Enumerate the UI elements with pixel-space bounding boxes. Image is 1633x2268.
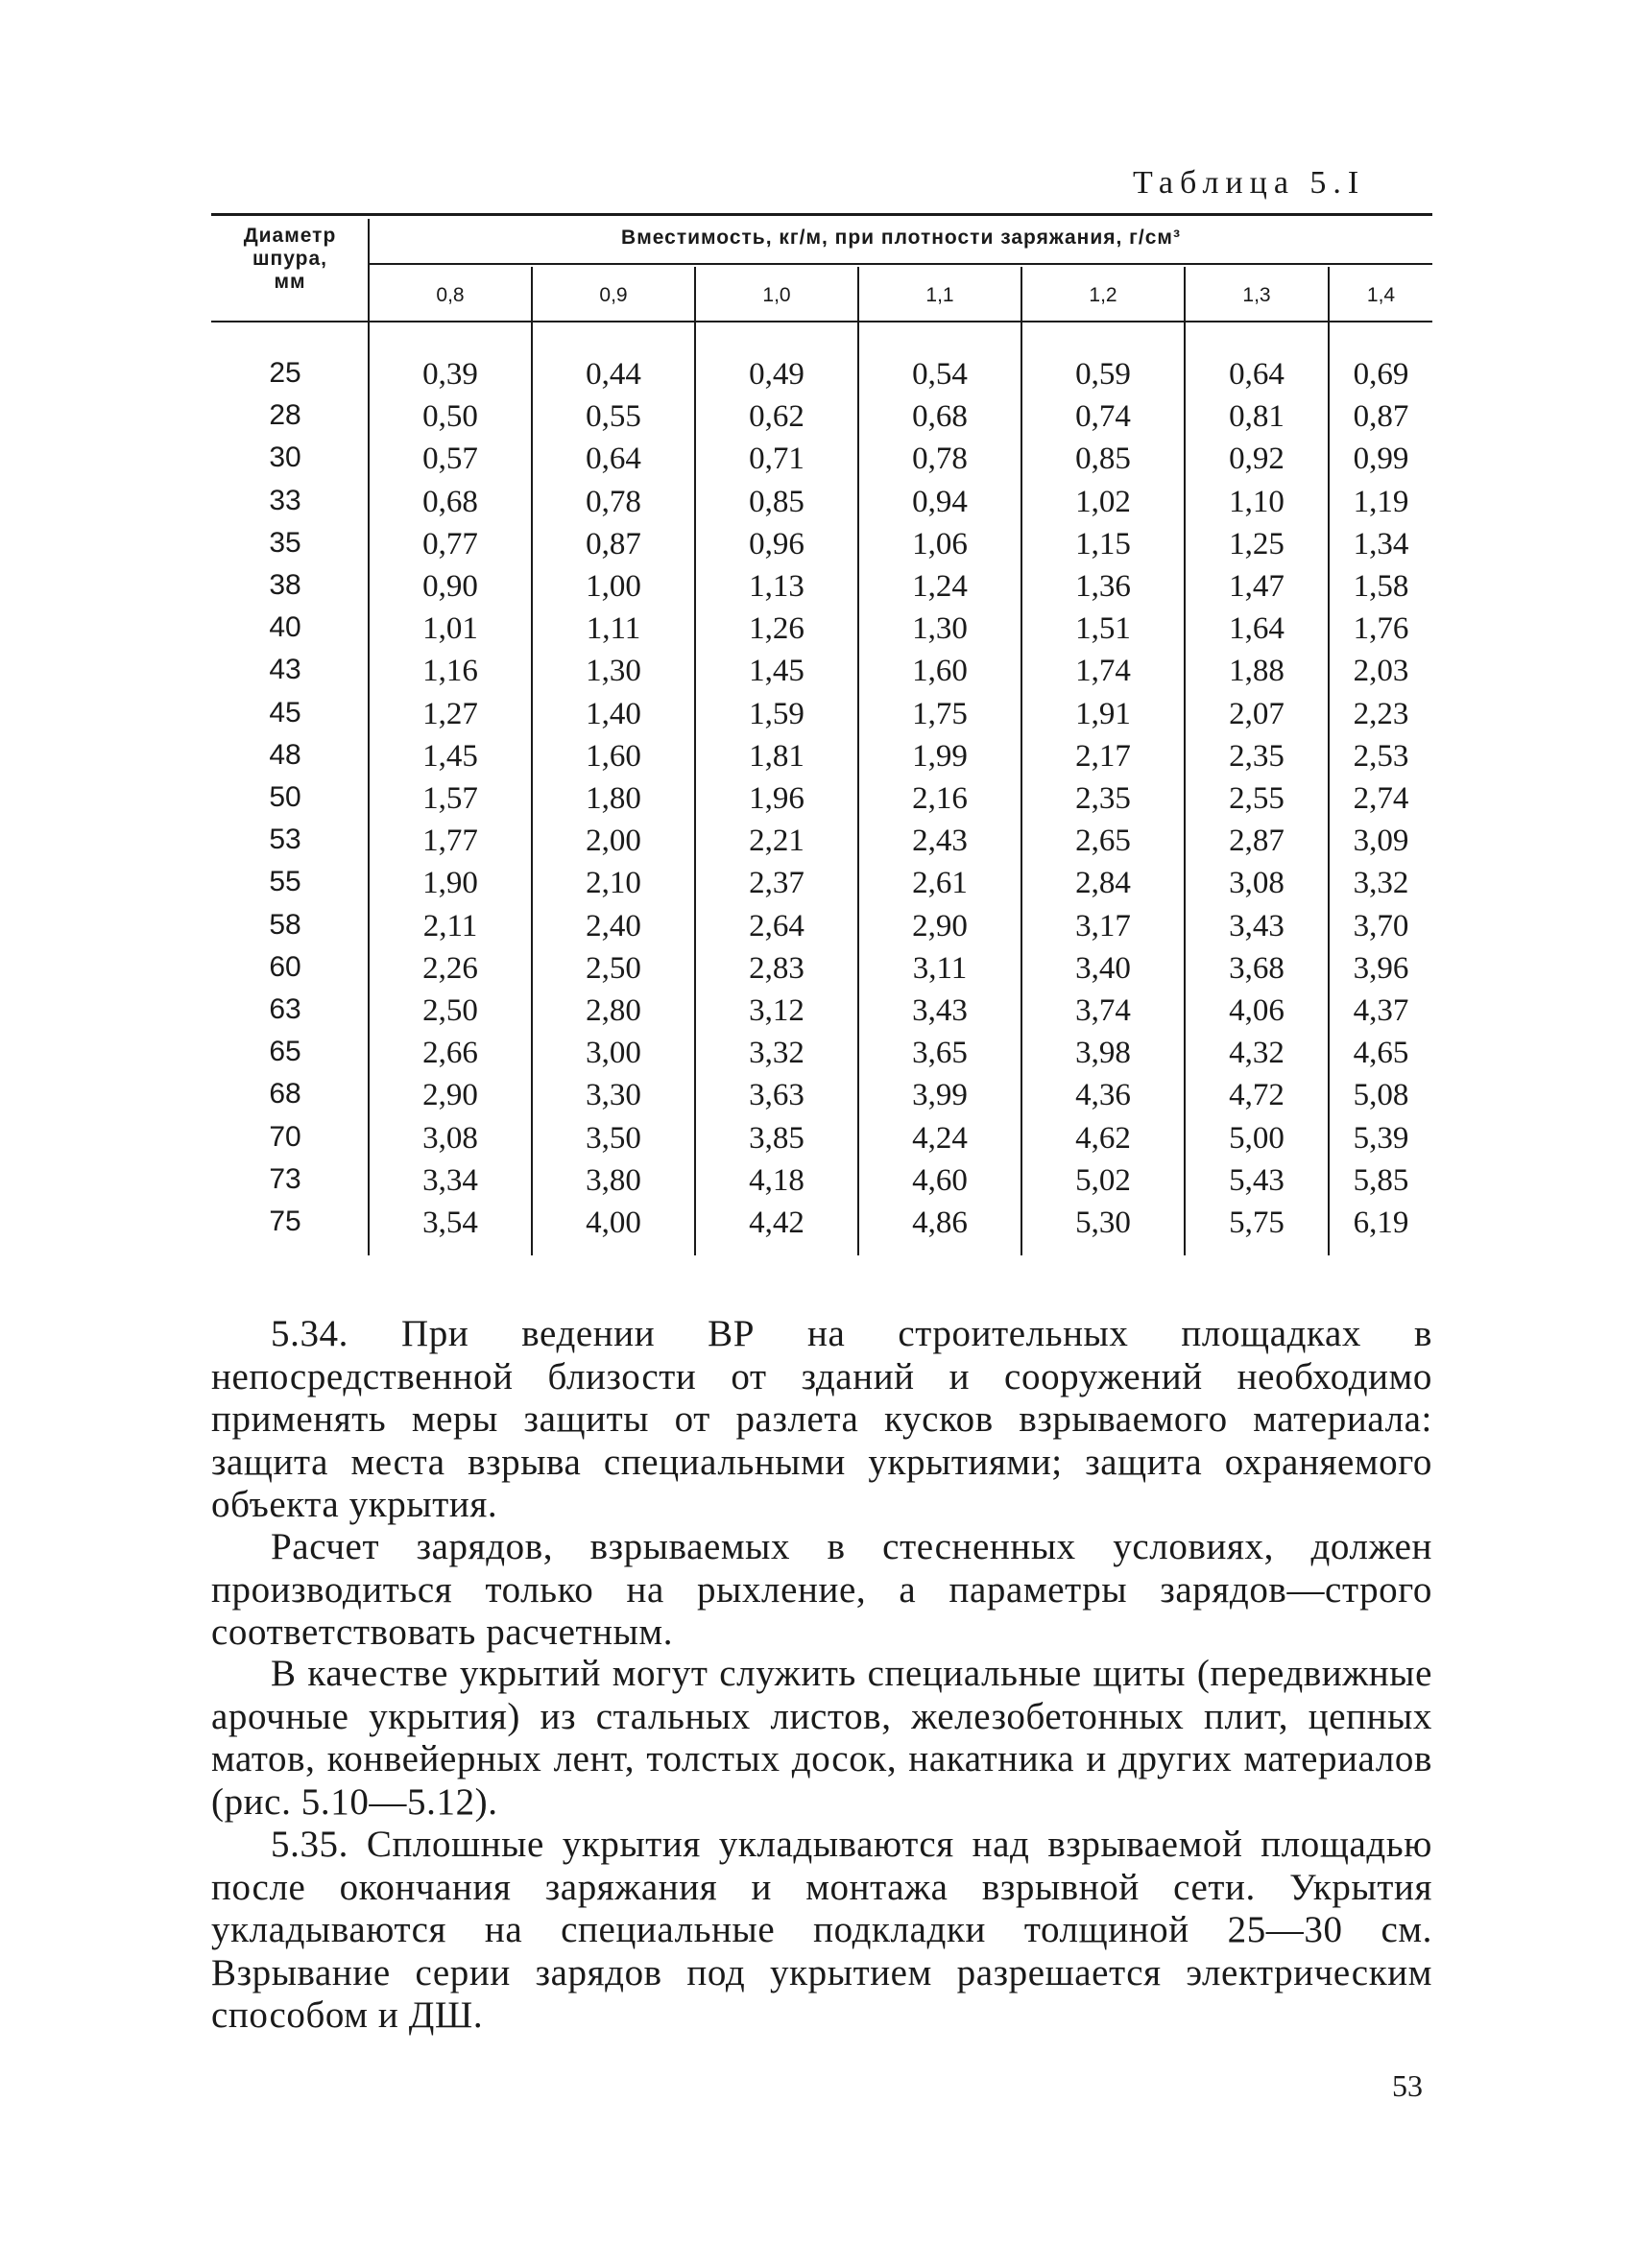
capacity-cell: 1,00 <box>586 569 641 604</box>
density-header: 1,3 <box>1242 284 1271 306</box>
capacity-cell: 2,00 <box>586 824 641 859</box>
capacity-cell: 1,15 <box>1075 526 1131 561</box>
capacity-cell: 5,02 <box>1075 1162 1131 1198</box>
capacity-cell: 0,96 <box>749 526 804 561</box>
capacity-cell: 5,39 <box>1353 1120 1409 1156</box>
capacity-cell: 0,68 <box>912 399 968 435</box>
table-top-rule <box>211 213 1432 216</box>
capacity-cell: 4,42 <box>749 1206 804 1240</box>
diameter-cell: 35 <box>269 526 301 559</box>
capacity-cell: 6,19 <box>1353 1206 1409 1240</box>
capacity-cell: 0,57 <box>422 442 478 477</box>
capacity-cell: 5,75 <box>1229 1206 1285 1240</box>
capacity-cell: 3,96 <box>1353 950 1409 986</box>
diameter-cell: 55 <box>269 866 301 898</box>
capacity-cell: 1,90 <box>422 866 478 901</box>
density-header: 0,8 <box>436 284 465 306</box>
diameter-cell: 70 <box>269 1120 301 1153</box>
capacity-cell: 2,53 <box>1353 738 1409 774</box>
capacity-cell: 0,49 <box>749 357 804 392</box>
capacity-cell: 0,99 <box>1353 442 1409 477</box>
capacity-cell: 2,23 <box>1353 696 1409 731</box>
capacity-cell: 4,60 <box>912 1162 968 1198</box>
capacity-cell: 2,40 <box>586 908 641 943</box>
capacity-cell: 2,35 <box>1075 781 1131 816</box>
capacity-cell: 2,55 <box>1229 781 1285 816</box>
capacity-cell: 2,65 <box>1075 824 1131 859</box>
capacity-cell: 1,47 <box>1229 569 1285 604</box>
capacity-cell: 2,83 <box>749 950 804 986</box>
diameter-header-line: Диаметр <box>243 225 337 247</box>
capacity-cell: 2,90 <box>422 1078 478 1113</box>
diameter-cell: 68 <box>269 1078 301 1110</box>
capacity-cell: 3,70 <box>1353 908 1409 943</box>
capacity-cell: 0,90 <box>422 569 478 604</box>
capacity-cell: 2,87 <box>1229 824 1285 859</box>
capacity-cell: 0,50 <box>422 399 478 435</box>
capacity-cell: 3,11 <box>912 950 968 986</box>
capacity-cell: 5,00 <box>1229 1120 1285 1156</box>
capacity-cell: 1,81 <box>749 738 804 774</box>
capacity-cell: 1,11 <box>586 611 641 647</box>
capacity-cell: 3,65 <box>912 1036 968 1071</box>
capacity-cell: 2,10 <box>586 866 641 901</box>
diameter-header-line: шпура, <box>252 248 327 270</box>
capacity-cell: 1,30 <box>586 654 641 689</box>
diameter-cell: 43 <box>269 654 301 686</box>
capacity-column-header: Вместимость, кг/м, при плотности заряжания, г/см³ <box>621 227 1181 249</box>
capacity-cell: 0,81 <box>1229 399 1285 435</box>
capacity-cell: 4,65 <box>1353 1036 1409 1071</box>
capacity-cell: 0,74 <box>1075 399 1131 435</box>
capacity-cell: 1,01 <box>422 611 478 647</box>
capacity-cell: 1,36 <box>1075 569 1131 604</box>
capacity-cell: 4,86 <box>912 1206 968 1240</box>
capacity-cell: 1,16 <box>422 654 478 689</box>
capacity-cell: 0,54 <box>912 357 968 392</box>
capacity-cell: 1,88 <box>1229 654 1285 689</box>
table-header-rule <box>211 321 1432 322</box>
capacity-cell: 0,39 <box>422 357 478 392</box>
capacity-cell: 2,66 <box>422 1036 478 1071</box>
density-header: 1,1 <box>925 284 954 306</box>
capacity-cell: 0,87 <box>586 526 641 561</box>
capacity-cell: 1,10 <box>1229 484 1285 519</box>
capacity-cell: 2,90 <box>912 908 968 943</box>
capacity-cell: 3,43 <box>1229 908 1285 943</box>
capacity-cell: 4,06 <box>1229 993 1285 1028</box>
diameter-cell: 50 <box>269 781 301 813</box>
capacity-cell: 3,74 <box>1075 993 1131 1028</box>
diameter-cell: 65 <box>269 1036 301 1068</box>
capacity-cell: 1,26 <box>749 611 804 647</box>
capacity-cell: 5,43 <box>1229 1162 1285 1198</box>
capacity-cell: 3,40 <box>1075 950 1131 986</box>
capacity-cell: 1,51 <box>1075 611 1131 647</box>
capacity-cell: 3,63 <box>749 1078 804 1113</box>
capacity-cell: 3,98 <box>1075 1036 1131 1071</box>
diameter-header-line: мм <box>274 271 306 293</box>
capacity-cell: 0,85 <box>1075 442 1131 477</box>
capacity-cell: 4,72 <box>1229 1078 1285 1113</box>
capacity-cell: 1,45 <box>422 738 478 774</box>
diameter-cell: 45 <box>269 696 301 728</box>
capacity-cell: 0,69 <box>1353 357 1409 392</box>
capacity-cell: 1,57 <box>422 781 478 816</box>
capacity-cell: 3,32 <box>749 1036 804 1071</box>
capacity-cell: 0,62 <box>749 399 804 435</box>
diameter-cell: 28 <box>269 399 301 432</box>
capacity-cell: 0,64 <box>1229 357 1285 392</box>
capacity-cell: 3,85 <box>749 1120 804 1156</box>
capacity-cell: 1,60 <box>586 738 641 774</box>
diameter-cell: 30 <box>269 442 301 474</box>
capacity-cell: 4,32 <box>1229 1036 1285 1071</box>
capacity-cell: 3,54 <box>422 1206 478 1240</box>
density-header: 1,4 <box>1366 284 1396 306</box>
diameter-cell: 75 <box>269 1206 301 1237</box>
density-header: 1,2 <box>1089 284 1117 306</box>
capacity-cell: 1,02 <box>1075 484 1131 519</box>
capacity-cell: 1,60 <box>912 654 968 689</box>
diameter-cell: 48 <box>269 738 301 771</box>
capacity-cell: 1,91 <box>1075 696 1131 731</box>
capacity-cell: 0,77 <box>422 526 478 561</box>
capacity-cell: 2,11 <box>422 908 478 943</box>
diameter-cell: 25 <box>269 357 301 389</box>
capacity-cell: 0,78 <box>912 442 968 477</box>
capacity-cell: 0,71 <box>749 442 804 477</box>
capacity-cell: 3,50 <box>586 1120 641 1156</box>
capacity-cell: 2,84 <box>1075 866 1131 901</box>
capacity-cell: 3,09 <box>1353 824 1409 859</box>
capacity-cell: 0,78 <box>586 484 641 519</box>
capacity-cell: 1,13 <box>749 569 804 604</box>
capacity-cell: 0,59 <box>1075 357 1131 392</box>
capacity-cell: 1,74 <box>1075 654 1131 689</box>
capacity-cell: 3,32 <box>1353 866 1409 901</box>
diameter-cell: 33 <box>269 484 301 516</box>
capacity-cell: 1,77 <box>422 824 478 859</box>
capacity-cell: 4,36 <box>1075 1078 1131 1113</box>
capacity-cell: 2,03 <box>1353 654 1409 689</box>
diameter-cell: 40 <box>269 611 301 644</box>
density-header: 0,9 <box>599 284 628 306</box>
capacity-cell: 3,08 <box>422 1120 478 1156</box>
paragraph-5-34: 5.34. При ведении ВР на строительных площадках в непосредственной близости от зданий и сооружений необходимо применять меры защиты от разлета кусков взрываемого материала: защита места взрыва специальными укрытиями; защита охраняемого объекта укрытия. <box>211 1313 1432 1525</box>
diameter-cell: 58 <box>269 908 301 941</box>
diameter-cell: 53 <box>269 824 301 856</box>
capacity-cell: 3,80 <box>586 1162 641 1198</box>
table-subheader-rule <box>370 263 1432 265</box>
capacity-cell: 3,08 <box>1229 866 1285 901</box>
capacity-cell: 3,30 <box>586 1078 641 1113</box>
paragraph-covers: В качестве укрытий могут служить специальные щиты (передвижные арочные укрытия) из стальных листов, железобетонных плит, цепных матов, конвейерных лент, толстых досок, накатника и других материалов (рис. 5.10—5.12). <box>211 1653 1432 1823</box>
capacity-cell: 3,99 <box>912 1078 968 1113</box>
capacity-cell: 3,12 <box>749 993 804 1028</box>
capacity-cell: 2,21 <box>749 824 804 859</box>
density-header: 1,0 <box>762 284 791 306</box>
capacity-cell: 1,99 <box>912 738 968 774</box>
table-caption: Таблица 5.I <box>1133 165 1366 201</box>
capacity-cell: 1,19 <box>1353 484 1409 519</box>
capacity-cell: 1,34 <box>1353 526 1409 561</box>
capacity-cell: 1,06 <box>912 526 968 561</box>
capacity-cell: 0,55 <box>586 399 641 435</box>
capacity-cell: 1,96 <box>749 781 804 816</box>
capacity-cell: 2,74 <box>1353 781 1409 816</box>
paragraph-5-35: 5.35. Сплошные укрытия укладываются над взрываемой площадью после окончания заряжания и монтажа взрывной сети. Укрытия укладываются на специальные подкладки толщиной 25—30 см. Взрывание серии зарядов под укрытием разрешается электрическим способом и ДШ. <box>211 1824 1432 2036</box>
capacity-cell: 2,50 <box>422 993 478 1028</box>
capacity-cell: 1,75 <box>912 696 968 731</box>
capacity-cell: 3,43 <box>912 993 968 1028</box>
capacity-cell: 3,34 <box>422 1162 478 1198</box>
capacity-cell: 2,80 <box>586 993 641 1028</box>
paragraph-charge-calculation: Расчет зарядов, взрываемых в стесненных условиях, должен производиться только на рыхление, а параметры зарядов—строго соответствовать расчетным. <box>211 1526 1432 1653</box>
capacity-cell: 1,40 <box>586 696 641 731</box>
capacity-cell: 5,85 <box>1353 1162 1409 1198</box>
capacity-cell: 4,24 <box>912 1120 968 1156</box>
capacity-cell: 4,00 <box>586 1206 641 1240</box>
diameter-cell: 38 <box>269 569 301 601</box>
diameter-column-header <box>213 225 367 294</box>
capacity-cell: 1,80 <box>586 781 641 816</box>
capacity-cell: 1,64 <box>1229 611 1285 647</box>
capacity-cell: 0,44 <box>586 357 641 392</box>
capacity-cell: 0,92 <box>1229 442 1285 477</box>
capacity-cell: 5,08 <box>1353 1078 1409 1113</box>
capacity-cell: 2,50 <box>586 950 641 986</box>
diameter-cell: 60 <box>269 950 301 983</box>
capacity-cell: 4,18 <box>749 1162 804 1198</box>
capacity-cell: 2,64 <box>749 908 804 943</box>
capacity-cell: 1,25 <box>1229 526 1285 561</box>
capacity-cell: 2,26 <box>422 950 478 986</box>
capacity-cell: 1,58 <box>1353 569 1409 604</box>
diameter-cell: 73 <box>269 1162 301 1195</box>
capacity-cell: 2,61 <box>912 866 968 901</box>
capacity-cell: 1,76 <box>1353 611 1409 647</box>
capacity-cell: 0,94 <box>912 484 968 519</box>
capacity-cell: 3,00 <box>586 1036 641 1071</box>
capacity-cell: 4,37 <box>1353 993 1409 1028</box>
page-number: 53 <box>1392 2068 1423 2103</box>
capacity-cell: 2,17 <box>1075 738 1131 774</box>
capacity-cell: 1,59 <box>749 696 804 731</box>
capacity-cell: 2,35 <box>1229 738 1285 774</box>
capacity-cell: 0,87 <box>1353 399 1409 435</box>
capacity-cell: 2,43 <box>912 824 968 859</box>
capacity-cell: 1,30 <box>912 611 968 647</box>
capacity-cell: 3,17 <box>1075 908 1131 943</box>
capacity-cell: 0,85 <box>749 484 804 519</box>
capacity-cell: 2,37 <box>749 866 804 901</box>
capacity-cell: 1,27 <box>422 696 478 731</box>
capacity-cell: 0,64 <box>586 442 641 477</box>
capacity-cell: 2,16 <box>912 781 968 816</box>
capacity-cell: 0,68 <box>422 484 478 519</box>
capacity-cell: 5,30 <box>1075 1206 1131 1240</box>
capacity-cell: 3,68 <box>1229 950 1285 986</box>
capacity-cell: 1,45 <box>749 654 804 689</box>
capacity-cell: 2,07 <box>1229 696 1285 731</box>
capacity-cell: 1,24 <box>912 569 968 604</box>
diameter-cell: 63 <box>269 993 301 1025</box>
capacity-cell: 4,62 <box>1075 1120 1131 1156</box>
